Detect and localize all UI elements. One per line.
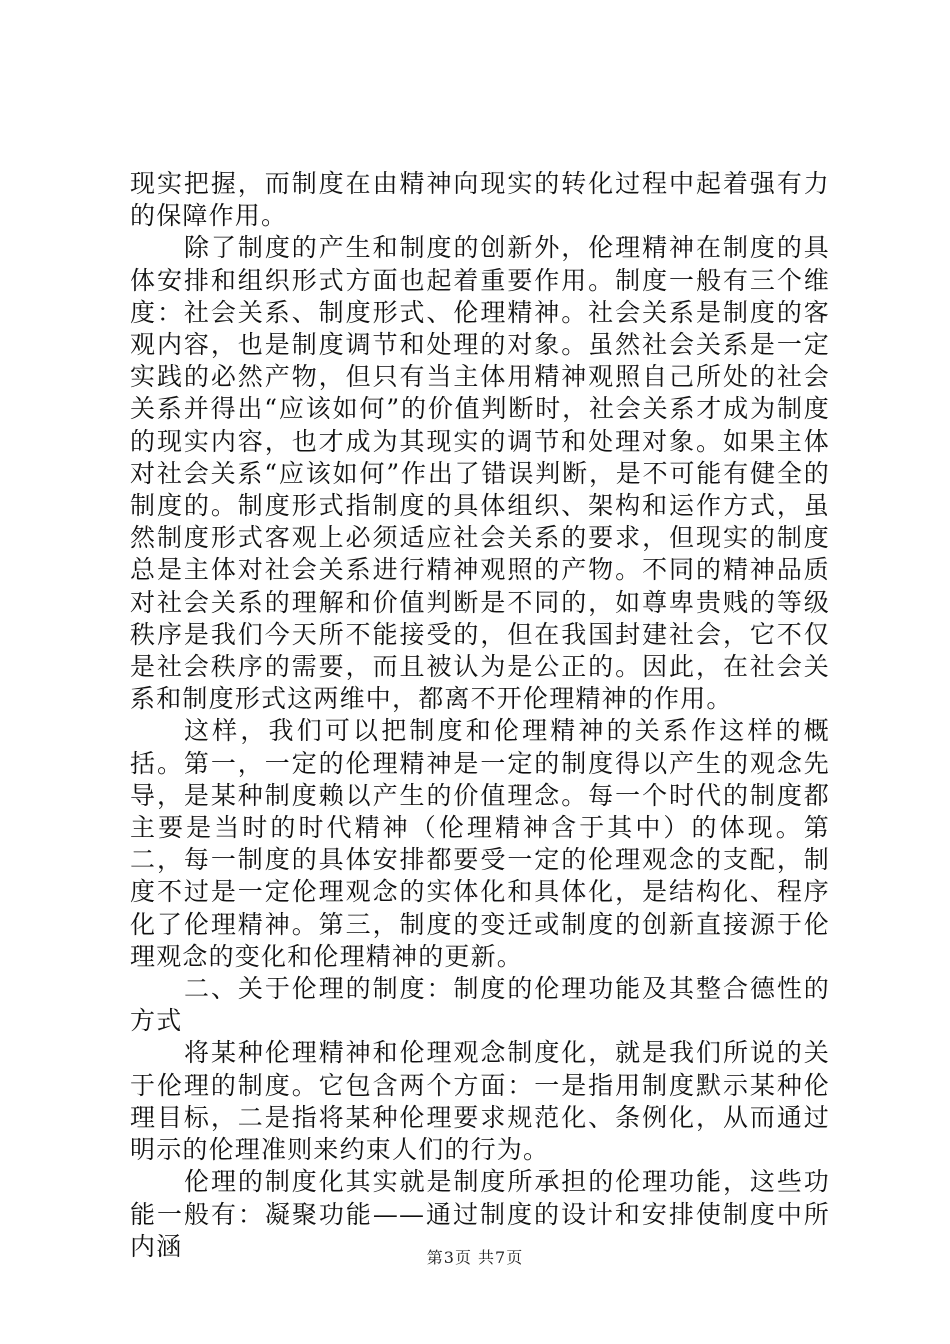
document-body [130, 168, 830, 1263]
paragraph-2: 除了制度的产生和制度的创新外，伦理精神在制度的具体安排和组织形式方面也起着重要作用。制度一般有三个维度：社会关系、制度形式、伦理精神。社会关系是制度的客观内容，也是制度调节和处理的对象。虽然社会关系是一定实践的必然产物，但只有当主体用精神观照自己所处的社会关系并得出“应该如何”的价值判断时，社会关系才成为制度的现实内容，也才成为其现实的调节和处理对象。如果主体对社会关系“应该如何”作出了错误判断，是不可能有健全的制度的。制度形式指制度的具体组织、架构和运作方式，虽然制度形式客观上必须适应社会关系的要求，但现实的制度总是主体对社会关系进行精神观照的产物。不同的精神品质对社会关系的理解和价值判断是不同的，如尊卑贵贱的等级秩序是我们今天所不能接受的，但在我国封建社会，它不仅是社会秩序的需要，而且被认为是公正的。因此，在社会关系和制度形式这两维中，都离不开伦理精神的作用。 [130, 233, 830, 714]
section-heading: 二、关于伦理的制度：制度的伦理功能及其整合德性的方式 [130, 974, 830, 1036]
page-footer: 第3页 共7页 [426, 1248, 524, 1267]
paragraph-3: 这样，我们可以把制度和伦理精神的关系作这样的概括。第一，一定的伦理精神是一定的制度得以产生的观念先导，是某种制度赖以产生的价值理念。每一个时代的制度都主要是当时的时代精神（伦理精神含于其中）的体现。第二，每一制度的具体安排都要受一定的伦理观念的支配，制度不过是一定伦理观念的实体化和具体化，是结构化、程序化了伦理精神。第三，制度的变迁或制度的创新直接源于伦理观念的变化和伦理精神的更新。 [130, 716, 830, 971]
paragraph-4: 将某种伦理精神和伦理观念制度化，就是我们所说的关于伦理的制度。它包含两个方面：一是指用制度默示某种伦理目标，二是指将某种伦理要求规范化、条例化，从而通过明示的伦理准则来约束人们的行为。 [130, 1038, 830, 1165]
paragraph-5: 伦理的制度化其实就是制度所承担的伦理功能，这些功能一般有：凝聚功能——通过制度的设计和安排使制度中所内涵 [130, 1167, 830, 1261]
paragraph-1: 现实把握，而制度在由精神向现实的转化过程中起着强有力的保障作用。 [130, 169, 830, 231]
